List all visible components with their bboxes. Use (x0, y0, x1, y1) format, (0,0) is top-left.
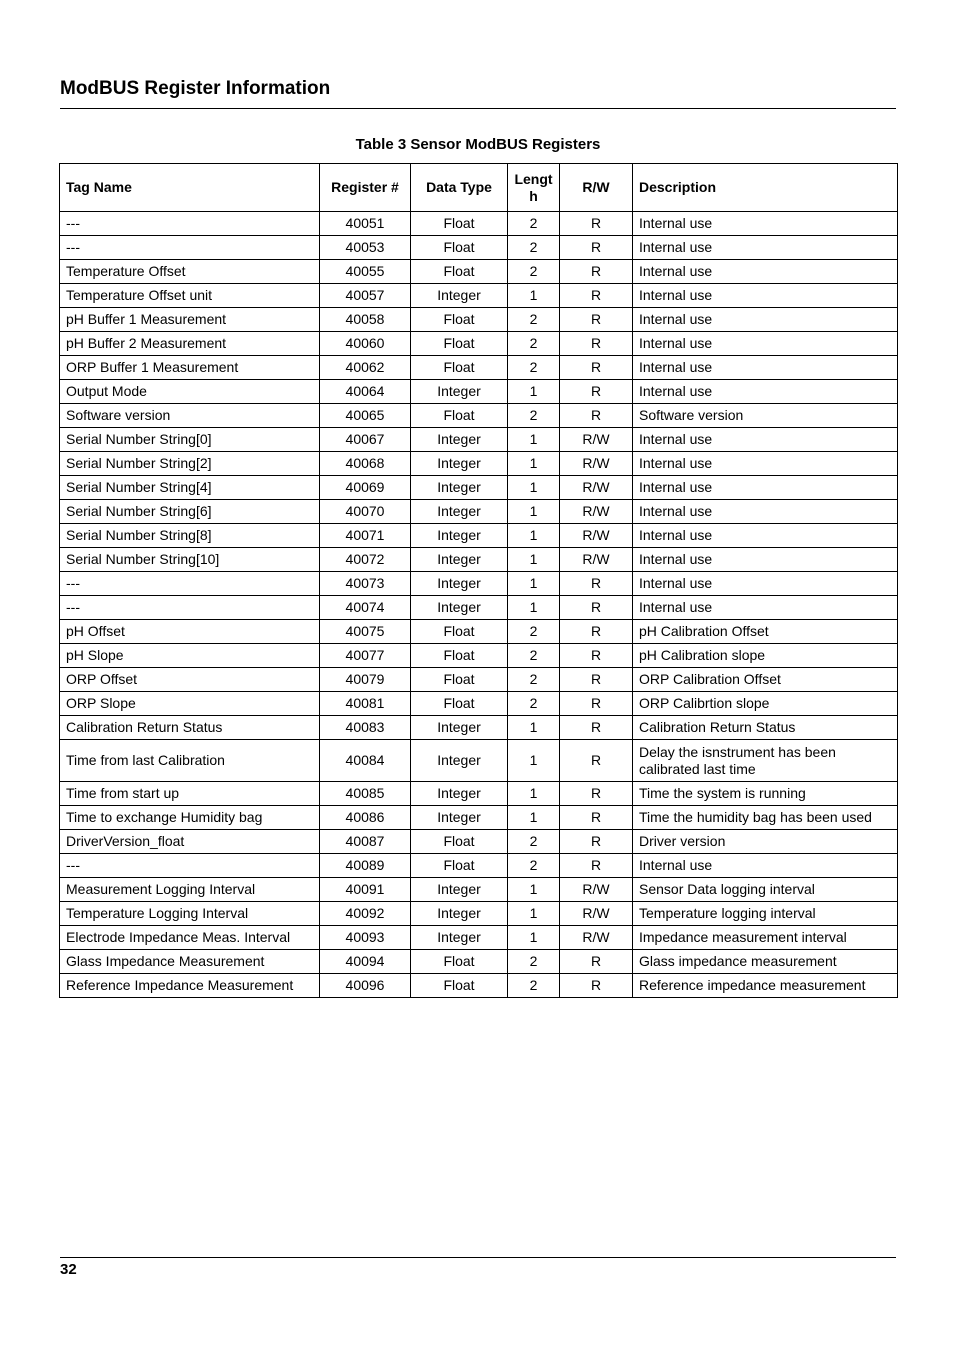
cell-tag-name: ORP Buffer 1 Measurement (60, 356, 320, 380)
cell-description: Time the humidity bag has been used (633, 806, 898, 830)
cell-data-type: Integer (411, 428, 508, 452)
cell-description: ORP Calibration Offset (633, 668, 898, 692)
cell-description: Software version (633, 404, 898, 428)
cell-length: 1 (508, 548, 560, 572)
cell-data-type: Float (411, 692, 508, 716)
cell-register: 40053 (320, 236, 411, 260)
cell-data-type: Integer (411, 380, 508, 404)
cell-rw: R/W (560, 452, 633, 476)
cell-description: Glass impedance measurement (633, 950, 898, 974)
cell-rw: R/W (560, 500, 633, 524)
cell-register: 40071 (320, 524, 411, 548)
header-register: Register # (320, 164, 411, 212)
cell-length: 2 (508, 668, 560, 692)
cell-rw: R (560, 854, 633, 878)
cell-data-type: Integer (411, 548, 508, 572)
cell-rw: R (560, 668, 633, 692)
cell-length: 1 (508, 806, 560, 830)
header-rw: R/W (560, 164, 633, 212)
table-row (60, 476, 898, 500)
cell-register: 40091 (320, 878, 411, 902)
cell-description: Sensor Data logging interval (633, 878, 898, 902)
cell-data-type: Float (411, 620, 508, 644)
cell-description: Internal use (633, 308, 898, 332)
cell-length: 2 (508, 644, 560, 668)
cell-register: 40064 (320, 380, 411, 404)
table-row (60, 596, 898, 620)
cell-data-type: Float (411, 668, 508, 692)
cell-data-type: Float (411, 236, 508, 260)
cell-description: pH Calibration Offset (633, 620, 898, 644)
cell-tag-name: Time from last Calibration (60, 740, 320, 782)
cell-description: pH Calibration slope (633, 644, 898, 668)
cell-description: Internal use (633, 428, 898, 452)
cell-data-type: Float (411, 260, 508, 284)
cell-tag-name: Serial Number String[10] (60, 548, 320, 572)
cell-description: Internal use (633, 212, 898, 236)
table-row (60, 380, 898, 404)
cell-length: 1 (508, 902, 560, 926)
cell-description: Driver version (633, 830, 898, 854)
cell-length: 1 (508, 524, 560, 548)
cell-rw: R/W (560, 428, 633, 452)
table-row (60, 500, 898, 524)
cell-tag-name: --- (60, 854, 320, 878)
cell-tag-name: Temperature Offset (60, 260, 320, 284)
cell-rw: R (560, 380, 633, 404)
cell-data-type: Integer (411, 572, 508, 596)
cell-tag-name: Temperature Offset unit (60, 284, 320, 308)
cell-length: 1 (508, 596, 560, 620)
cell-rw: R (560, 806, 633, 830)
cell-register: 40081 (320, 692, 411, 716)
cell-tag-name: ORP Slope (60, 692, 320, 716)
table-row (60, 452, 898, 476)
table-row (60, 740, 898, 782)
cell-tag-name: pH Buffer 1 Measurement (60, 308, 320, 332)
cell-register: 40051 (320, 212, 411, 236)
cell-tag-name: Time from start up (60, 782, 320, 806)
cell-rw: R/W (560, 524, 633, 548)
cell-length: 1 (508, 740, 560, 782)
cell-tag-name: Temperature Logging Interval (60, 902, 320, 926)
cell-description: Internal use (633, 236, 898, 260)
cell-tag-name: Serial Number String[2] (60, 452, 320, 476)
cell-data-type: Integer (411, 596, 508, 620)
table-row (60, 926, 898, 950)
table-row (60, 428, 898, 452)
cell-tag-name: Serial Number String[8] (60, 524, 320, 548)
cell-description: Internal use (633, 284, 898, 308)
cell-length: 1 (508, 926, 560, 950)
header-divider (60, 108, 896, 109)
cell-description: Temperature logging interval (633, 902, 898, 926)
cell-register: 40062 (320, 356, 411, 380)
cell-data-type: Integer (411, 806, 508, 830)
cell-rw: R/W (560, 926, 633, 950)
cell-rw: R (560, 260, 633, 284)
cell-register: 40077 (320, 644, 411, 668)
cell-length: 2 (508, 236, 560, 260)
cell-length: 1 (508, 500, 560, 524)
cell-length: 1 (508, 476, 560, 500)
cell-description: Internal use (633, 356, 898, 380)
cell-length: 2 (508, 332, 560, 356)
cell-data-type: Integer (411, 500, 508, 524)
cell-register: 40060 (320, 332, 411, 356)
cell-description: Internal use (633, 524, 898, 548)
table-row (60, 830, 898, 854)
cell-description: Internal use (633, 380, 898, 404)
cell-description: Calibration Return Status (633, 716, 898, 740)
cell-register: 40057 (320, 284, 411, 308)
cell-data-type: Integer (411, 452, 508, 476)
cell-register: 40070 (320, 500, 411, 524)
cell-tag-name: Calibration Return Status (60, 716, 320, 740)
cell-tag-name: pH Buffer 2 Measurement (60, 332, 320, 356)
cell-register: 40083 (320, 716, 411, 740)
footer-divider (60, 1257, 896, 1258)
cell-description: Reference impedance measurement (633, 974, 898, 998)
cell-data-type: Float (411, 644, 508, 668)
cell-data-type: Integer (411, 878, 508, 902)
header-tag-name: Tag Name (60, 164, 320, 212)
cell-tag-name: Glass Impedance Measurement (60, 950, 320, 974)
cell-length: 1 (508, 878, 560, 902)
cell-register: 40096 (320, 974, 411, 998)
cell-rw: R (560, 740, 633, 782)
cell-register: 40089 (320, 854, 411, 878)
cell-length: 2 (508, 830, 560, 854)
cell-register: 40075 (320, 620, 411, 644)
cell-tag-name: pH Slope (60, 644, 320, 668)
cell-length: 1 (508, 572, 560, 596)
cell-data-type: Float (411, 212, 508, 236)
table-row (60, 356, 898, 380)
cell-length: 1 (508, 284, 560, 308)
cell-description: Delay the isnstrument has been calibrated last time (633, 740, 898, 782)
cell-tag-name: --- (60, 572, 320, 596)
cell-length: 2 (508, 950, 560, 974)
table-row (60, 806, 898, 830)
cell-tag-name: --- (60, 596, 320, 620)
cell-length: 2 (508, 620, 560, 644)
cell-register: 40058 (320, 308, 411, 332)
cell-rw: R (560, 236, 633, 260)
cell-tag-name: DriverVersion_float (60, 830, 320, 854)
table-header-row (60, 164, 898, 212)
cell-data-type: Integer (411, 740, 508, 782)
header-description: Description (633, 164, 898, 212)
table-body (60, 212, 898, 998)
cell-length: 2 (508, 212, 560, 236)
cell-length: 2 (508, 260, 560, 284)
cell-data-type: Float (411, 308, 508, 332)
table-row (60, 902, 898, 926)
cell-rw: R (560, 332, 633, 356)
page-number: 32 (60, 1261, 77, 1278)
table-row (60, 332, 898, 356)
cell-register: 40087 (320, 830, 411, 854)
cell-rw: R (560, 356, 633, 380)
cell-rw: R (560, 692, 633, 716)
cell-rw: R (560, 620, 633, 644)
cell-description: Internal use (633, 332, 898, 356)
table-row (60, 212, 898, 236)
cell-description: Impedance measurement interval (633, 926, 898, 950)
cell-length: 1 (508, 716, 560, 740)
cell-description: Internal use (633, 452, 898, 476)
cell-register: 40069 (320, 476, 411, 500)
cell-rw: R (560, 950, 633, 974)
cell-length: 2 (508, 308, 560, 332)
header-length: Lengt h (508, 164, 560, 212)
cell-register: 40068 (320, 452, 411, 476)
cell-rw: R (560, 212, 633, 236)
cell-register: 40086 (320, 806, 411, 830)
cell-description: Internal use (633, 596, 898, 620)
section-title: ModBUS Register Information (60, 78, 331, 99)
cell-register: 40084 (320, 740, 411, 782)
cell-description: Time the system is running (633, 782, 898, 806)
cell-description: Internal use (633, 572, 898, 596)
cell-rw: R (560, 830, 633, 854)
cell-register: 40055 (320, 260, 411, 284)
table-row (60, 716, 898, 740)
cell-register: 40079 (320, 668, 411, 692)
cell-tag-name: Serial Number String[6] (60, 500, 320, 524)
cell-tag-name: Electrode Impedance Meas. Interval (60, 926, 320, 950)
cell-register: 40094 (320, 950, 411, 974)
cell-tag-name: ORP Offset (60, 668, 320, 692)
cell-rw: R/W (560, 878, 633, 902)
cell-register: 40093 (320, 926, 411, 950)
cell-tag-name: pH Offset (60, 620, 320, 644)
cell-rw: R (560, 644, 633, 668)
cell-tag-name: Measurement Logging Interval (60, 878, 320, 902)
cell-data-type: Float (411, 950, 508, 974)
table-row (60, 950, 898, 974)
table-row (60, 644, 898, 668)
cell-data-type: Integer (411, 716, 508, 740)
cell-rw: R/W (560, 548, 633, 572)
cell-length: 2 (508, 692, 560, 716)
cell-description: ORP Calibrtion slope (633, 692, 898, 716)
cell-register: 40072 (320, 548, 411, 572)
cell-tag-name: --- (60, 236, 320, 260)
cell-rw: R (560, 716, 633, 740)
cell-data-type: Float (411, 356, 508, 380)
table-caption: Table 3 Sensor ModBUS Registers (355, 136, 601, 153)
table-row (60, 404, 898, 428)
table-row (60, 854, 898, 878)
cell-register: 40065 (320, 404, 411, 428)
table-row (60, 236, 898, 260)
cell-description: Internal use (633, 260, 898, 284)
table-row (60, 620, 898, 644)
cell-data-type: Float (411, 830, 508, 854)
cell-rw: R (560, 572, 633, 596)
cell-register: 40085 (320, 782, 411, 806)
cell-data-type: Integer (411, 284, 508, 308)
table-row (60, 524, 898, 548)
cell-data-type: Float (411, 332, 508, 356)
cell-rw: R (560, 596, 633, 620)
table-row (60, 308, 898, 332)
modbus-register-table (59, 163, 898, 998)
cell-data-type: Integer (411, 476, 508, 500)
cell-length: 1 (508, 428, 560, 452)
cell-register: 40067 (320, 428, 411, 452)
cell-register: 40092 (320, 902, 411, 926)
cell-description: Internal use (633, 548, 898, 572)
table-row (60, 878, 898, 902)
table-row (60, 974, 898, 998)
cell-length: 2 (508, 854, 560, 878)
cell-data-type: Integer (411, 782, 508, 806)
cell-rw: R (560, 782, 633, 806)
cell-length: 2 (508, 974, 560, 998)
cell-description: Internal use (633, 500, 898, 524)
cell-description: Internal use (633, 854, 898, 878)
table-row (60, 260, 898, 284)
cell-rw: R (560, 974, 633, 998)
cell-tag-name: Time to exchange Humidity bag (60, 806, 320, 830)
cell-tag-name: Serial Number String[0] (60, 428, 320, 452)
cell-tag-name: Output Mode (60, 380, 320, 404)
cell-length: 1 (508, 380, 560, 404)
table-row (60, 572, 898, 596)
header-data-type: Data Type (411, 164, 508, 212)
table-row (60, 548, 898, 572)
cell-data-type: Integer (411, 926, 508, 950)
cell-data-type: Float (411, 854, 508, 878)
table-row (60, 782, 898, 806)
cell-rw: R/W (560, 902, 633, 926)
cell-data-type: Float (411, 404, 508, 428)
table-row (60, 284, 898, 308)
cell-register: 40073 (320, 572, 411, 596)
cell-tag-name: Reference Impedance Measurement (60, 974, 320, 998)
cell-rw: R (560, 284, 633, 308)
cell-data-type: Integer (411, 524, 508, 548)
cell-rw: R (560, 404, 633, 428)
cell-length: 1 (508, 782, 560, 806)
cell-length: 1 (508, 452, 560, 476)
cell-data-type: Integer (411, 902, 508, 926)
cell-rw: R/W (560, 476, 633, 500)
table-row (60, 668, 898, 692)
table-row (60, 692, 898, 716)
cell-length: 2 (508, 404, 560, 428)
cell-data-type: Float (411, 974, 508, 998)
cell-rw: R (560, 308, 633, 332)
cell-tag-name: --- (60, 212, 320, 236)
cell-length: 2 (508, 356, 560, 380)
cell-register: 40074 (320, 596, 411, 620)
cell-description: Internal use (633, 476, 898, 500)
cell-tag-name: Serial Number String[4] (60, 476, 320, 500)
cell-tag-name: Software version (60, 404, 320, 428)
